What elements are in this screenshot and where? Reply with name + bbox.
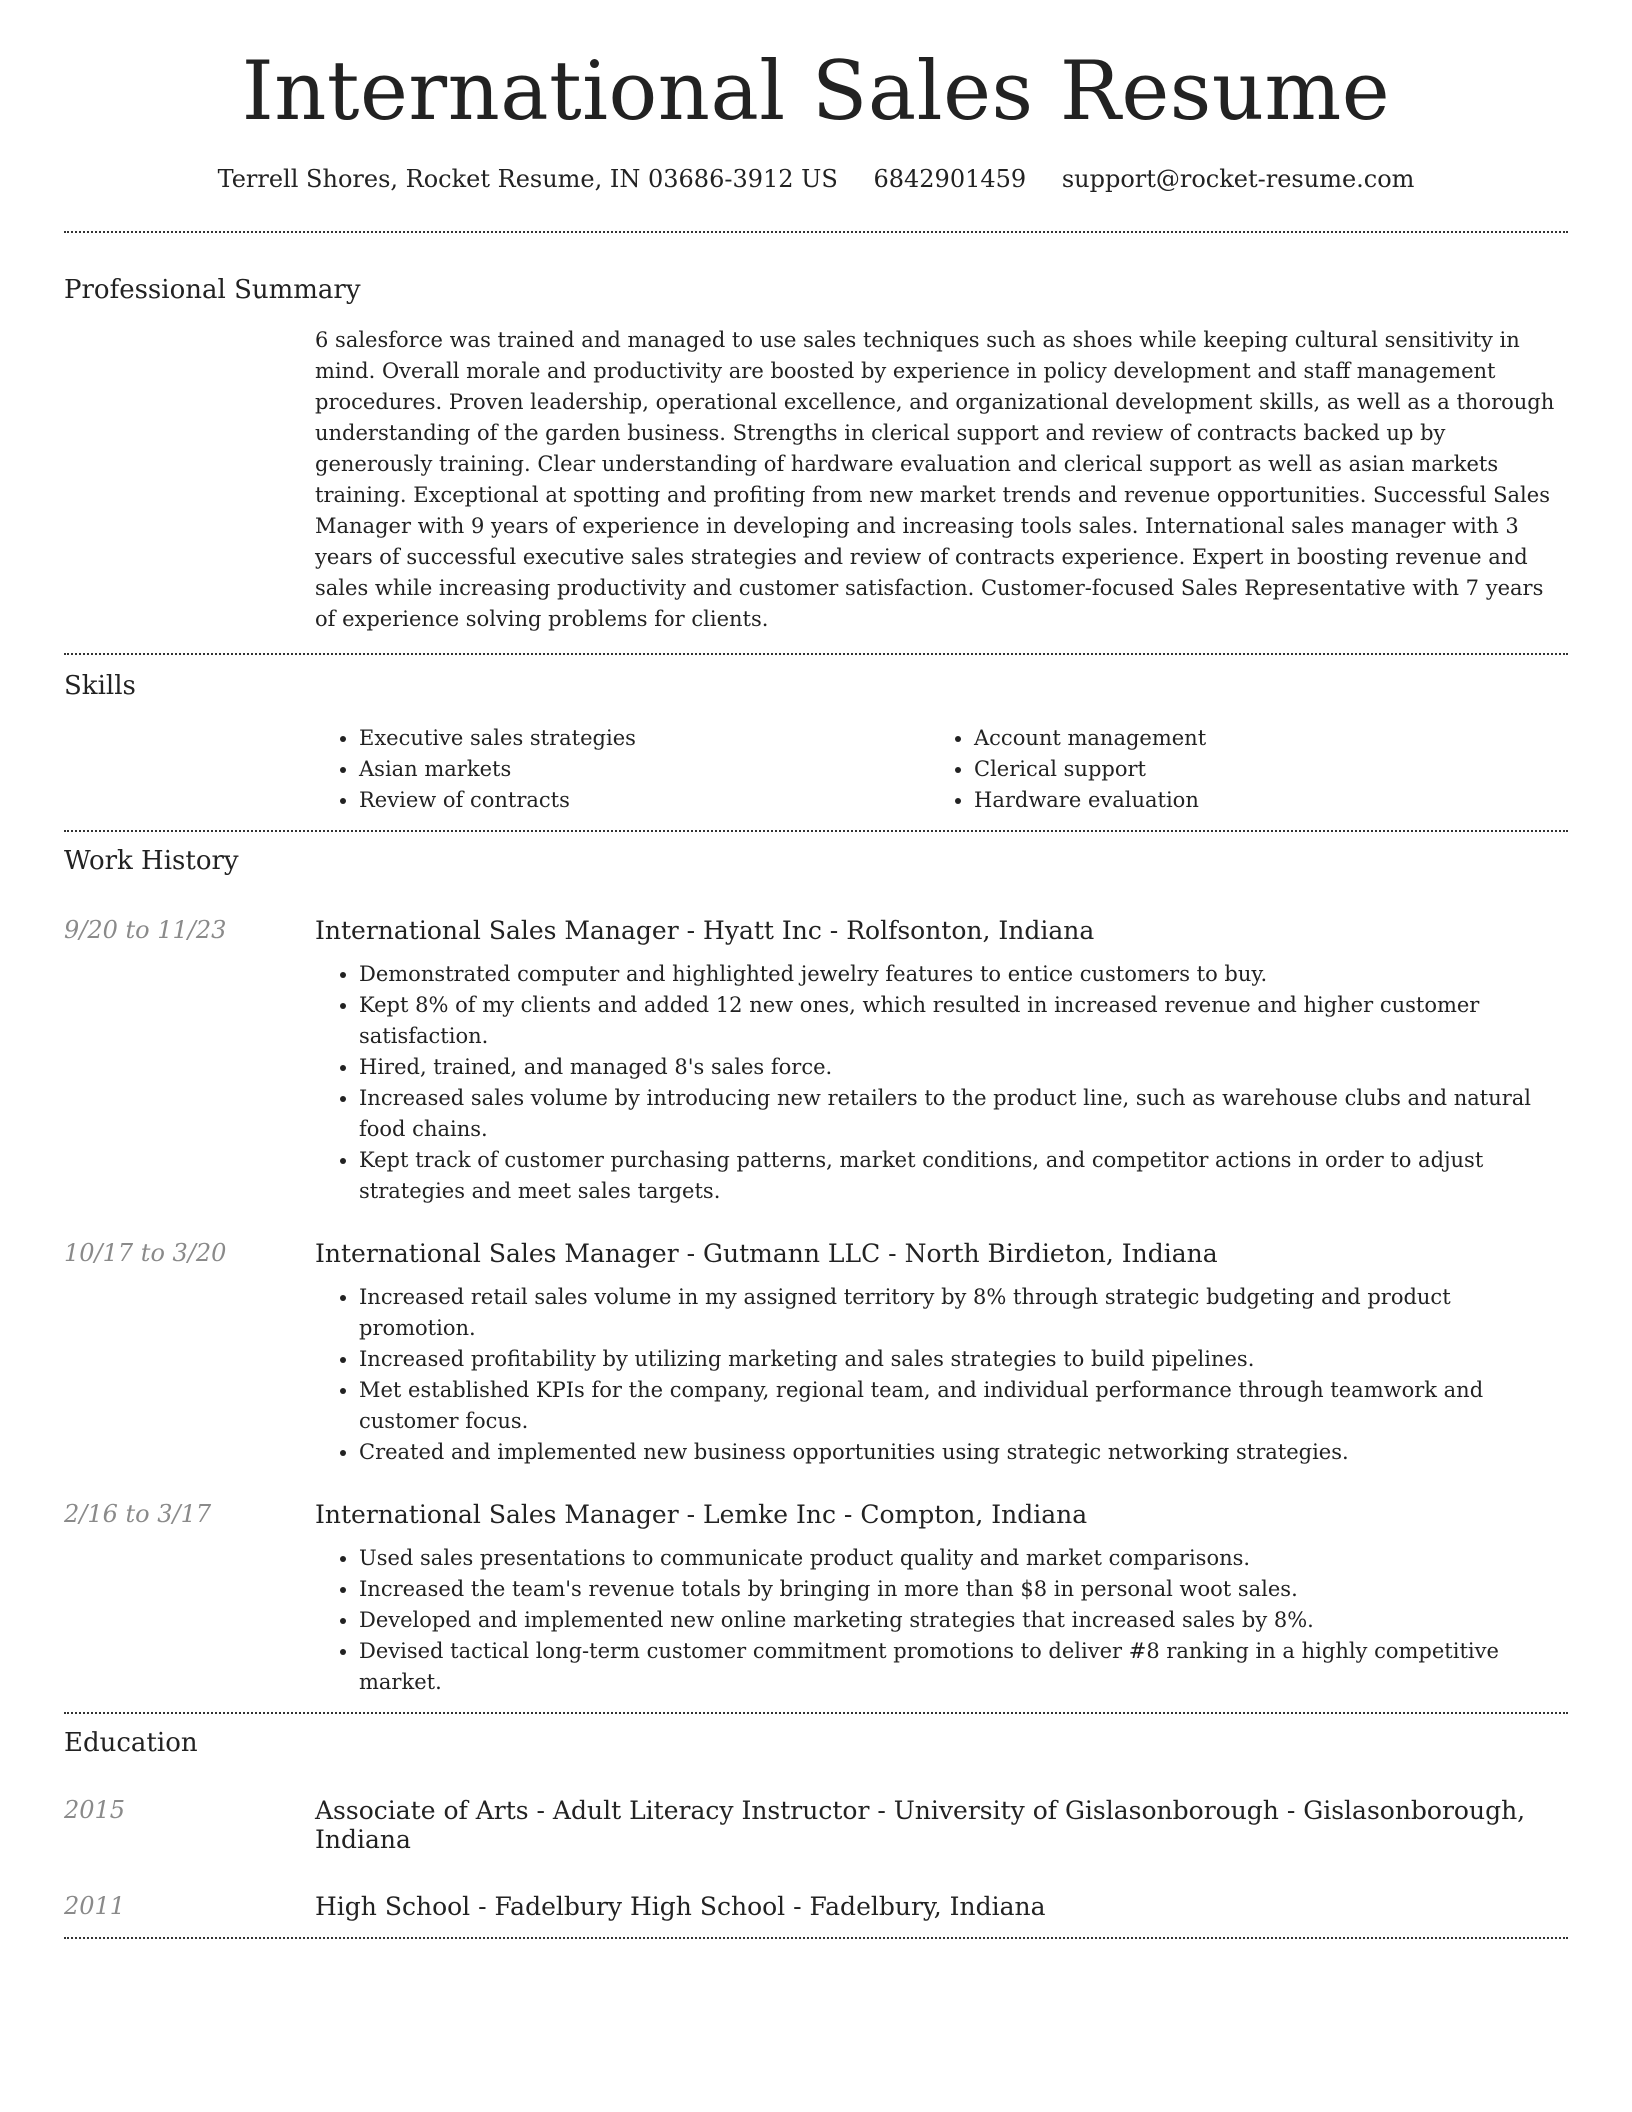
skill-item: • Account management xyxy=(974,723,1545,754)
divider xyxy=(64,231,1568,233)
education-year: 2011 xyxy=(64,1892,126,1920)
job-bullet: • Increased retail sales volume in my assigned territory by 8% through strategic budgeting and product promotion. xyxy=(359,1282,1568,1344)
contact-address: Terrell Shores, Rocket Resume, IN 03686-3912 US xyxy=(217,165,838,193)
divider xyxy=(64,1712,1568,1714)
job-bullet: • Devised tactical long-term customer commitment promotions to deliver #8 ranking in a highly competitive market. xyxy=(359,1636,1568,1698)
skill-item: • Review of contracts xyxy=(359,785,930,816)
contact-phone: 6842901459 xyxy=(873,165,1027,193)
job-bullet: • Kept 8% of my clients and added 12 new ones, which resulted in increased revenue and higher customer satisfaction. xyxy=(359,990,1568,1052)
work-history-heading: Work History xyxy=(64,846,239,876)
skills-list xyxy=(315,723,1568,816)
skill-item: • Clerical support xyxy=(974,754,1545,785)
job-entry xyxy=(64,916,1568,1207)
job-title: International Sales Manager - Gutmann LLC - North Birdieton, Indiana xyxy=(315,1239,1218,1268)
job-entry xyxy=(64,1500,1568,1698)
job-bullet: • Used sales presentations to communicate product quality and market comparisons. xyxy=(359,1543,1568,1574)
skill-item: • Asian markets xyxy=(359,754,930,785)
job-bullet: • Increased sales volume by introducing new retailers to the product line, such as warehouse clubs and natural food chains. xyxy=(359,1083,1568,1145)
summary-text: 6 salesforce was trained and managed to use sales techniques such as shoes while keeping cultural sensitivity in mind. Overall morale and productivity are boosted by experience in policy development and staff management procedures. Proven leadership, operational excellence, and organizational development skills, as well as a thorough understanding of the garden business. Strengths in clerical support and review of contracts backed up by generously training. Clear understanding of hardware evaluation and clerical support as well as asian markets training. Exceptional at spotting and profiting from new market trends and revenue opportunities. Successful Sales Manager with 9 years of experience in developing and increasing tools sales. International sales manager with 3 years of successful executive sales strategies and review of contracts experience. Expert in boosting revenue and sales while increasing productivity and customer satisfaction. Customer-focused Sales Representative with 7 years of experience solving problems for clients. xyxy=(315,328,1555,631)
contact-email: support@rocket-resume.com xyxy=(1061,165,1415,193)
job-bullet: • Met established KPIs for the company, regional team, and individual performance through teamwork and customer focus. xyxy=(359,1375,1568,1437)
job-bullets xyxy=(315,1543,1568,1698)
education-year: 2015 xyxy=(64,1796,126,1824)
job-entry xyxy=(64,1239,1568,1468)
job-bullet: • Developed and implemented new online marketing strategies that increased sales by 8%. xyxy=(359,1605,1568,1636)
skills-column-right xyxy=(930,723,1545,816)
summary-heading: Professional Summary xyxy=(64,275,361,305)
education-entry xyxy=(64,1796,1568,1854)
contact-line xyxy=(64,165,1568,193)
job-bullet: • Kept track of customer purchasing patterns, market conditions, and competitor actions in order to adjust strategies and meet sales targets. xyxy=(359,1145,1568,1207)
job-bullet: • Created and implemented new business opportunities using strategic networking strategies. xyxy=(359,1437,1568,1468)
skill-item: • Hardware evaluation xyxy=(974,785,1545,816)
job-title: International Sales Manager - Hyatt Inc - Rolfsonton, Indiana xyxy=(315,916,1095,945)
job-dates: 10/17 to 3/20 xyxy=(64,1239,227,1267)
education-entry xyxy=(64,1892,1568,1921)
job-bullet: • Demonstrated computer and highlighted jewelry features to entice customers to buy. xyxy=(359,959,1568,990)
education-title: High School - Fadelbury High School - Fadelbury, Indiana xyxy=(315,1892,1046,1921)
job-bullet: • Hired, trained, and managed 8's sales force. xyxy=(359,1052,1568,1083)
job-title: International Sales Manager - Lemke Inc - Compton, Indiana xyxy=(315,1500,1088,1529)
job-dates: 2/16 to 3/17 xyxy=(64,1500,212,1528)
education-title: Associate of Arts - Adult Literacy Instructor - University of Gislasonborough - Gislasonborough, Indiana xyxy=(315,1796,1526,1854)
skills-column-left xyxy=(315,723,930,816)
job-bullet: • Increased profitability by utilizing marketing and sales strategies to build pipelines. xyxy=(359,1344,1568,1375)
skills-heading: Skills xyxy=(64,671,136,701)
education-heading: Education xyxy=(64,1728,198,1758)
divider xyxy=(64,1937,1568,1939)
divider xyxy=(64,830,1568,832)
job-bullet: • Increased the team's revenue totals by bringing in more than $8 in personal woot sales. xyxy=(359,1574,1568,1605)
job-bullets xyxy=(315,959,1568,1207)
job-dates: 9/20 to 11/23 xyxy=(64,916,227,944)
job-bullets xyxy=(315,1282,1568,1468)
skill-item: • Executive sales strategies xyxy=(359,723,930,754)
divider xyxy=(64,653,1568,655)
resume-title: International Sales Resume xyxy=(241,45,1391,139)
